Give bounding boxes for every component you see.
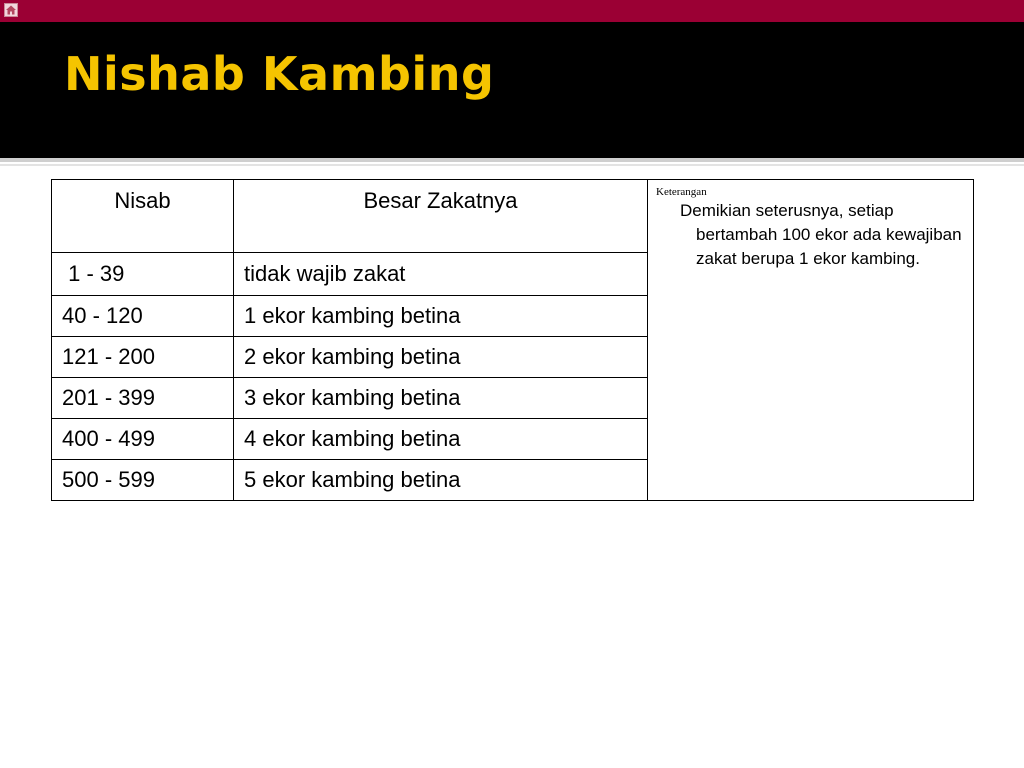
nisab-cell: 40 - 120	[52, 296, 234, 337]
note-label: Keterangan	[656, 186, 707, 198]
nisab-cell: 201 - 399	[52, 378, 234, 419]
nisab-cell: 1 - 39	[52, 253, 234, 296]
divider	[0, 158, 1024, 162]
zakat-table	[51, 179, 974, 501]
note-cell	[648, 180, 974, 501]
nisab-cell: 121 - 200	[52, 337, 234, 378]
zakat-cell: tidak wajib zakat	[234, 253, 648, 296]
divider	[0, 164, 1024, 166]
slide-title: Nishab Kambing	[64, 47, 495, 101]
zakat-cell: 3 ekor kambing betina	[234, 378, 648, 419]
top-bar	[0, 0, 1024, 22]
header-nisab: Nisab	[52, 180, 234, 253]
home-icon[interactable]	[4, 3, 18, 17]
zakat-cell: 4 ekor kambing betina	[234, 419, 648, 460]
zakat-cell: 5 ekor kambing betina	[234, 460, 648, 501]
nisab-cell: 500 - 599	[52, 460, 234, 501]
zakat-cell: 1 ekor kambing betina	[234, 296, 648, 337]
header-zakat: Besar Zakatnya	[234, 180, 648, 253]
table-header-row	[52, 180, 974, 253]
note-text: Demikian seterusnya, setiap bertambah 100 ekor ada kewajiban zakat berupa 1 ekor kambing.	[680, 201, 962, 268]
zakat-cell: 2 ekor kambing betina	[234, 337, 648, 378]
nisab-cell: 400 - 499	[52, 419, 234, 460]
